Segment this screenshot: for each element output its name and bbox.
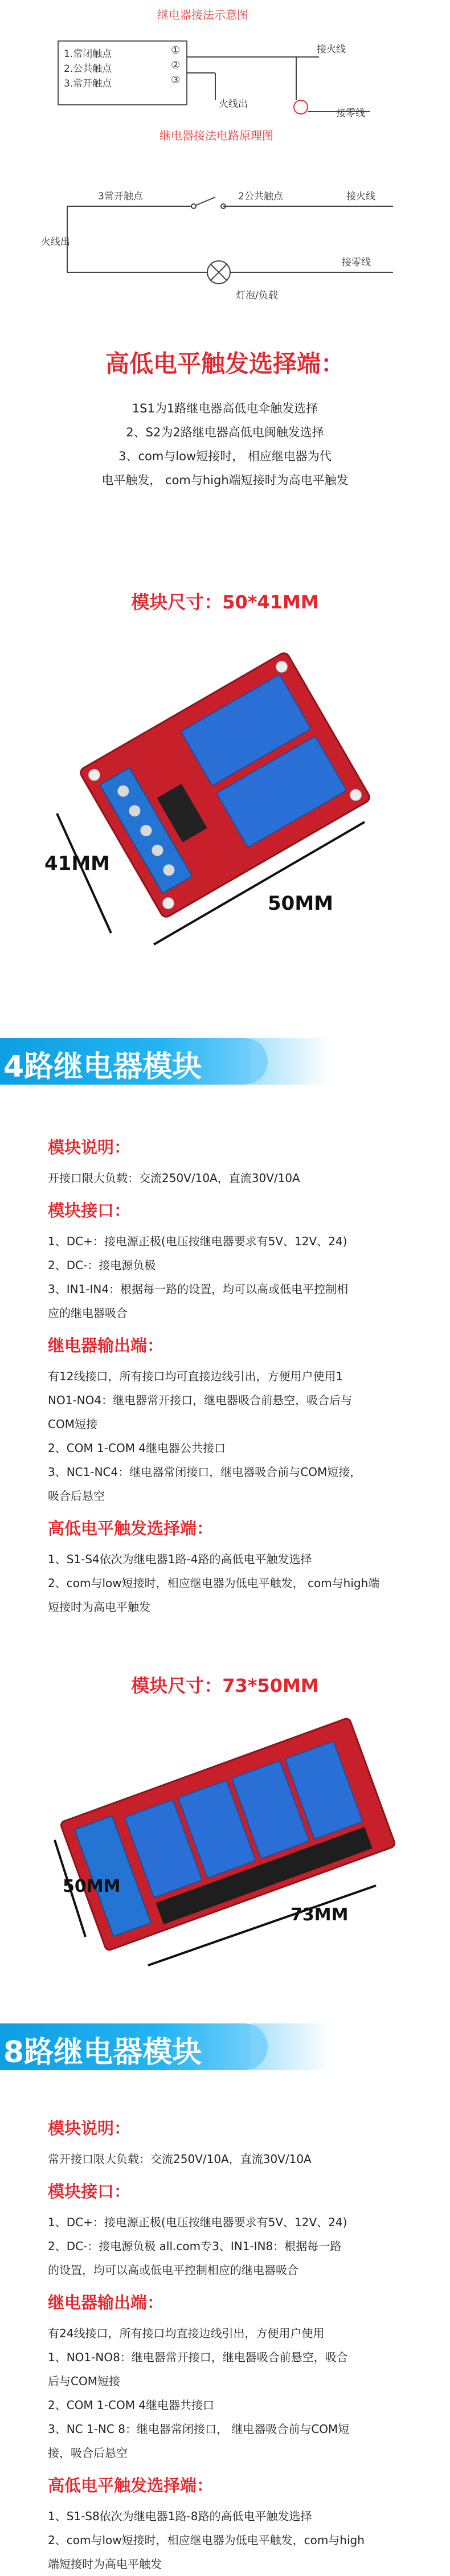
trigger-section [0,319,450,530]
board-height-dimension-4ch: 50MM [63,1876,121,1896]
output-line: 3、NC1-NC4：继电器常闭接口，继电器吸合前与COM短接， [48,1465,362,1479]
output-line: 2、COM 1-COM 4继电器公共接口 [48,1441,226,1455]
trigger-description [0,396,450,492]
input-line: 1、DC+：接电源正极(电压按继电器要求有5V、12V、24) [48,1234,347,1248]
live-out-label-2: 火线出 [41,236,70,248]
trigger-heading-4ch: 高低电平触发选择端： [48,1519,214,1538]
terminal-number-2: ② [171,59,181,71]
trigger-line: 1、S1-S8依次为继电器1路-8路的高低电平触发选择 [48,2509,312,2523]
board-size-title-4ch: 模块尺寸：73*50MM [131,1675,319,1696]
banner-title-8ch: 8路继电器模块 [3,2035,202,2070]
module-banner [0,1020,450,1099]
trigger-line: 电平触发， com与high端短接时为高电平触发 [101,473,349,487]
spec-heading-8ch: 模块说明： [48,2119,131,2138]
output-line: 有12线接口，所有接口均可直接边线引出，方便用户使用1 [48,1369,343,1383]
two-channel-board-section [0,530,450,1020]
trigger-heading: 高低电平触发选择端： [105,350,345,378]
wiring-diagram [0,0,450,319]
output-line: 3、NC 1-NC 8：继电器常闭接口， 继电器吸合前与COM短 [48,2422,350,2436]
board-width-dimension: 50MM [268,892,333,915]
input-line: 1、DC+：接电源正极(电压按继电器要求有5V、12V、24) [48,2215,347,2229]
terminal-no-label: 3.常开触点 [64,78,112,89]
eight-channel-module-section [0,2005,450,2576]
output-line: 接，吸合后悬空 [48,2446,128,2460]
output-line: 后与COM短接 [48,2374,120,2388]
board-size-title: 模块尺寸：50*41MM [131,591,319,613]
module-description-8ch [0,2085,450,2576]
banner-fade [251,2023,330,2070]
trigger-line: 端短接时为高电平触发 [48,2557,162,2571]
terminal-com-label: 2.公共触点 [64,63,112,75]
output-line: 2、COM 1-COM 4继电器共接口 [48,2398,215,2412]
output-line: NO1-NO4：继电器常开接口，继电器吸合前悬空，吸合后与 [48,1393,353,1407]
live-wire-label: 接火线 [317,44,346,55]
module-description [0,1099,450,1619]
trigger-line: 1、S1-S4依次为继电器1路-4路的高低电平触发选择 [48,1552,312,1566]
terminal-nc-label: 1.常闭触点 [64,48,112,60]
input-heading-8ch: 模块接口： [48,2182,131,2201]
input-line: 的设置，均可以高或低电平控制相应的继电器吸合 [48,2263,298,2277]
trigger-line: 1S1为1路继电器高低电伞触发选择 [132,402,318,415]
input-line: 3、IN1-IN4：根据每一路的设置，均可以高或低电平控制相 [48,1282,349,1296]
spec-line: 开接口限大负载：交流250V/10A，直流30V/10A [48,1171,300,1185]
output-heading: 继电器输出端： [48,1336,164,1355]
two-channel-board-figure [0,614,450,1013]
relay-board-4ch-image [0,1698,450,2005]
diagram-title-2: 继电器接法电路原理图 [159,129,273,142]
trigger-line: 2、S2为2路继电器高低电闽触发选择 [126,426,324,439]
live-out-label: 火线出 [219,99,248,110]
no-contact-label: 3常开触点 [98,191,143,202]
board-width-dimension-4ch: 73MM [291,1905,349,1925]
board-height-dimension: 41MM [44,852,110,875]
com-contact-label: 2公共触点 [238,191,283,202]
input-heading: 模块接口： [48,1201,131,1220]
output-line: 吸合后悬空 [48,1489,105,1503]
module-banner-8ch [0,2005,450,2085]
output-heading-8ch: 继电器输出端： [48,2293,164,2312]
neutral-wire-label: 接零线 [336,108,365,119]
terminal-number-1: ① [171,44,181,56]
banner-fade [251,1038,330,1085]
live-wire-label-2: 接火线 [346,191,375,202]
four-channel-board-figure [0,1698,450,2005]
output-line: 有24线接口，所有接口均直接边线引出，方便用户使用 [48,2326,325,2340]
trigger-line: 2、com与low短接时，相应继电器为低电平触发， com与high端 [48,1576,380,1590]
four-channel-module-section [0,1020,450,2005]
output-line: COM短接 [48,1417,97,1431]
diagram-title: 继电器接法示意图 [157,8,248,22]
trigger-line: 3、com与low短接时， 相应继电器为代 [118,449,332,463]
relay-board-2ch-image [0,614,450,1013]
output-line: 1、NO1-NO8：继电器常开接口，继电器吸合前悬空，吸合 [48,2350,348,2364]
terminal-number-3: ③ [171,74,181,86]
trigger-line: 短接时为高电平触发 [48,1600,150,1614]
trigger-heading-8ch: 高低电平触发选择端： [48,2476,214,2495]
trigger-line: 2、com与low短接时，相应继电器为低电平触发，com与high [48,2533,365,2547]
banner-title: 4路继电器模块 [3,1050,202,1084]
spec-heading: 模块说明： [48,1138,131,1157]
input-line: 应的继电器吸合 [48,1306,128,1320]
bulb-load-label: 灯泡/负载 [236,290,278,301]
spec-line-8ch: 常开接口限大负载：交流250V/10A，直流30V/10A [48,2152,312,2166]
input-line: 2、DC-：接电源负极 all.com专3、IN1-IN8：根据每一路 [48,2239,342,2253]
neutral-wire-label-2: 接零线 [342,257,371,268]
input-line: 2、DC-：接电源负极 [48,1258,156,1272]
